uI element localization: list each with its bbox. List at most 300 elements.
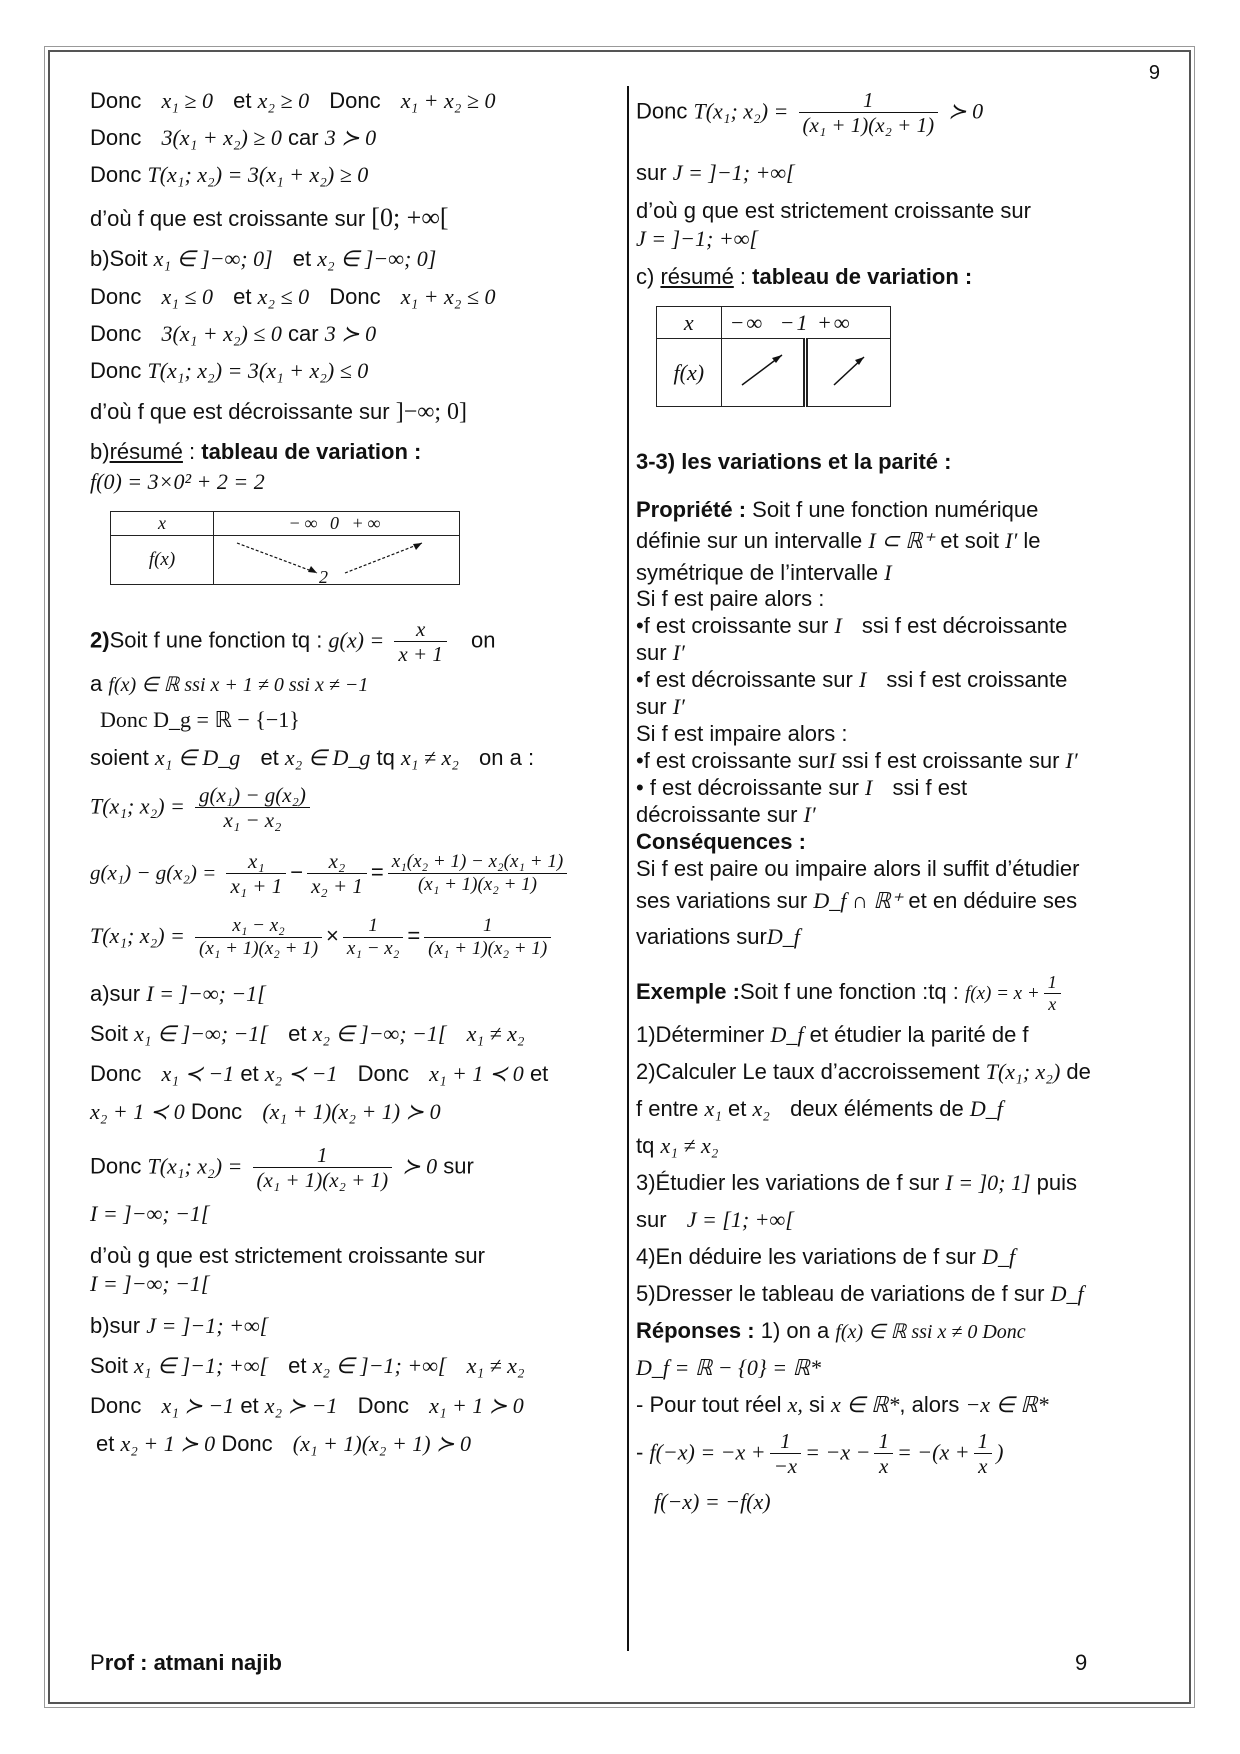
math: I′ (1005, 528, 1018, 553)
text: Donc (90, 1061, 142, 1086)
fraction (424, 915, 551, 960)
fraction (195, 783, 310, 832)
text: d’où f que est croissante sur (90, 206, 366, 231)
column-divider (627, 86, 629, 1651)
text: deux éléments de (790, 1096, 964, 1121)
table-value: +∞ (817, 309, 852, 335)
text: Donc (90, 284, 142, 309)
math: I′ (672, 640, 685, 665)
text: Soit (90, 1021, 128, 1046)
fraction (394, 617, 447, 666)
math: J = ]−1; +∞[ (146, 1313, 269, 1338)
text: ssi f est croissante (886, 667, 1068, 692)
line (636, 1392, 1176, 1429)
math: I = ]−∞; −1[ (90, 1271, 210, 1296)
math: f(−x) = −x + (649, 1439, 766, 1465)
text: soient (90, 745, 149, 770)
line (90, 162, 615, 199)
text: •f est décroissante sur (636, 667, 853, 692)
line (636, 226, 1176, 264)
line (90, 1431, 615, 1471)
math: x₂ ≺ −1 (264, 1061, 338, 1086)
line (90, 981, 615, 1021)
math: x₁ ≺ −1 (161, 1061, 235, 1086)
text: et (292, 246, 312, 271)
text: •f est croissante sur (636, 613, 829, 638)
fraction (253, 1143, 393, 1192)
math: x₁ ∈ ]−1; +∞[ (134, 1353, 268, 1378)
text: et (288, 1353, 307, 1378)
math: f(x) = x + (964, 983, 1040, 1004)
fraction (974, 1429, 993, 1478)
line (636, 528, 1176, 560)
text: d’où f que est décroissante sur (90, 399, 390, 424)
text: résumé (109, 439, 183, 464)
text: a (90, 671, 103, 696)
line (90, 125, 615, 162)
text: d’où g que est strictement croissante sur (636, 198, 1031, 223)
math: x₂ ≻ −1 (264, 1393, 338, 1418)
denominator: x₁ − x₂ (223, 808, 282, 833)
math: −x ∈ ℝ* (965, 1392, 1049, 1417)
math: x₁ ∈ ]−∞; 0] (153, 246, 273, 271)
text: Soit f une fonction :tq : (739, 979, 959, 1004)
math: Donc D_g = ℝ − {−1} (100, 707, 300, 732)
math: x₁ + 1 ≻ 0 (429, 1393, 524, 1418)
math: I (858, 667, 867, 692)
line (636, 667, 1176, 694)
math: x₂ ≥ 0 (257, 88, 310, 113)
math: f(0) = 3×0² + 2 = 2 (90, 469, 265, 494)
footer-page-number: 9 (1075, 1650, 1088, 1675)
heading: tableau de variation : (752, 264, 973, 289)
text: et (240, 1393, 259, 1418)
text: symétrique de l’intervalle (636, 560, 879, 585)
text: Donc (329, 284, 381, 309)
fraction (388, 851, 567, 896)
text: et (233, 88, 252, 113)
text: Donc (636, 98, 688, 124)
text: 1) on a (754, 1318, 830, 1343)
math: x₂ ∈ D_g (284, 745, 371, 770)
text: Donc (90, 88, 142, 113)
line (90, 671, 615, 707)
text: définie sur un intervalle (636, 528, 863, 553)
text: Donc (90, 321, 142, 346)
numerator: 1 (799, 88, 939, 113)
text: Réponses : (636, 1318, 755, 1343)
line (636, 924, 1176, 972)
numerator: x₁ − x₂ (195, 915, 322, 938)
math: 3(x₁ + x₂) ≤ 0 (161, 321, 282, 346)
text: Soit f une fonction tq : (109, 627, 323, 653)
numerator: 1 (1044, 972, 1061, 994)
line (90, 1393, 615, 1431)
line (90, 1201, 615, 1243)
arrow-up-icon (732, 345, 792, 395)
math: x₂ (752, 1096, 770, 1121)
denominator: (x₁ + 1)(x₂ + 1) (428, 937, 548, 959)
math: x₁ ≠ x₂ (466, 1353, 525, 1378)
line (90, 745, 615, 783)
line (90, 88, 615, 125)
text: 5)Dresser le tableau de variations de f sur (636, 1281, 1045, 1306)
denominator: (x₁ + 1)(x₂ + 1) (256, 1168, 389, 1193)
text: c) (636, 264, 661, 289)
text: Donc (357, 1393, 409, 1418)
math: T(x₁; x₂) = (90, 923, 185, 949)
fraction (770, 1429, 802, 1478)
text: tq (376, 745, 395, 770)
line (90, 1143, 615, 1201)
denominator: (x₁ + 1)(x₂ + 1) (199, 937, 319, 959)
math: x₂ ∈ ]−∞; −1[ (312, 1021, 447, 1046)
numerator: x (394, 617, 447, 642)
math: J = ]−1; +∞[ (672, 160, 795, 185)
math: x₁ + x₂ ≤ 0 (400, 284, 496, 309)
math: x₁ ∈ ]−∞; −1[ (134, 1021, 268, 1046)
text: Exemple : (636, 979, 740, 1004)
text: sur (636, 694, 667, 719)
text: et (260, 745, 279, 770)
math: g(x) = (328, 627, 385, 653)
math: ) (996, 1439, 1004, 1465)
line (636, 264, 1176, 294)
table-cell: f(x) (111, 536, 214, 585)
math: ]−∞; 0] (395, 399, 468, 425)
section-heading: 3-3) les variations et la parité : (636, 449, 952, 474)
line (636, 748, 1176, 775)
right-column (636, 88, 1176, 1526)
math: T(x₁; x₂) = (147, 1153, 243, 1179)
fraction (226, 849, 286, 898)
line (636, 1096, 1176, 1133)
math: f(x) ∈ ℝ ssi x ≠ 0 Donc (835, 1321, 1026, 1343)
math: T(x₁; x₂) = 3(x₁ + x₂) ≤ 0 (147, 358, 369, 383)
math: x₁ ≻ −1 (161, 1393, 235, 1418)
line (636, 1429, 1176, 1489)
text: et en déduire ses (908, 888, 1078, 913)
math: D_f (770, 1022, 804, 1047)
text: Donc (90, 162, 142, 187)
text: Donc (90, 358, 142, 383)
numerator: 1 (874, 1429, 893, 1454)
numerator: 1 (343, 915, 403, 938)
text: on (471, 627, 496, 653)
text: et (96, 1431, 115, 1456)
denominator: x (1048, 993, 1057, 1014)
math: I (865, 775, 873, 800)
math: x₁ ≠ x₂ (660, 1133, 719, 1158)
line (636, 560, 1176, 586)
numerator: 1 (974, 1429, 993, 1454)
numerator: x₂ (307, 849, 367, 874)
denominator: −x (773, 1454, 798, 1479)
table-cell: −∞ 0 +∞ (214, 512, 460, 536)
text: b)Soit (90, 246, 148, 271)
math: = −(x + (896, 1439, 970, 1465)
text: • f est décroissante sur (636, 775, 859, 800)
text: et étudier la parité de f (809, 1022, 1029, 1047)
denominator: x₂ + 1 (311, 874, 363, 899)
text: et (728, 1096, 747, 1121)
text: d’où g que est strictement croissante sur (90, 1243, 485, 1268)
math: x₂ ∈ ]−1; +∞[ (312, 1353, 447, 1378)
line: T(x₁; x₂) = $\frac{\text{x₁ − x₂}}{\text{(x₁ + 1)(x₂ + 1)}}$ × $\frac{1}{\text{x₁ − x₂}}$ = $\frac{1}{\text{(x₁ + 1)(x₂ + 1)}}$ (90, 915, 615, 981)
line: g(x₁) − g(x₂) = $\frac{\text{x₁}}{\text{x₁ + 1}}$ − $\frac{\text{x₂}}{\text{x₂ + 1}}$ = $\frac{\text{x₁(x₂ + 1) − x₂(x₁ + 1)}}{\text{(x₁ + 1)(x₂ + 1)}}$ (90, 849, 615, 915)
line (90, 395, 615, 439)
denominator: x (879, 1454, 889, 1479)
text: on a : (479, 745, 535, 770)
line: Si f est impaire alors : (636, 721, 848, 746)
table-value: −∞ (729, 309, 765, 335)
page-number-top: 9 (1148, 62, 1160, 84)
fraction (799, 88, 939, 137)
math: x₂ ∈ ]−∞; 0] (317, 246, 437, 271)
line (90, 321, 615, 358)
line (636, 802, 1176, 829)
text: tq (636, 1133, 655, 1158)
line (90, 246, 615, 284)
text: sur (636, 640, 667, 665)
text: b) (90, 439, 110, 464)
line (90, 1099, 615, 1143)
math: D_f (982, 1244, 1016, 1269)
math: x₁ ≠ x₂ (401, 745, 459, 770)
math: I (834, 613, 842, 638)
denominator: x (978, 1454, 988, 1479)
text: Donc (190, 1099, 243, 1124)
line (636, 1022, 1176, 1059)
text: et soit (940, 528, 999, 553)
text: Donc (329, 88, 381, 113)
heading: Conséquences : (636, 829, 806, 854)
fraction (874, 1429, 893, 1478)
table-cell (721, 307, 890, 339)
text: Donc (221, 1431, 273, 1456)
line (636, 1059, 1176, 1096)
heading: tableau de variation : (201, 439, 422, 464)
math: x₁ ≥ 0 (161, 88, 213, 113)
text: ssi f est (892, 775, 968, 800)
math: = −x − (805, 1439, 871, 1465)
text: Donc (90, 125, 142, 150)
math: I = ]−∞; −1[ (90, 1201, 210, 1226)
math: f(−x) = −f(x) (654, 1489, 771, 1514)
line (90, 439, 615, 469)
line (90, 358, 615, 395)
math: x₂ + 1 ≺ 0 (90, 1099, 185, 1124)
text: Donc (90, 1153, 142, 1179)
line (636, 1244, 1176, 1281)
text: Donc (90, 1393, 142, 1418)
line (636, 1133, 1176, 1170)
line (636, 613, 1176, 640)
math: x₁ (704, 1096, 722, 1121)
text: le (1023, 528, 1041, 553)
text: - (636, 1439, 644, 1465)
footer-author (90, 1650, 282, 1676)
math: T(x₁; x₂) = 3(x₁ + x₂) ≥ 0 (147, 162, 369, 187)
text: Soit f une fonction numérique (746, 497, 1039, 522)
fraction (195, 915, 322, 960)
math: J = [1; +∞[ (686, 1207, 794, 1232)
text: décroissante sur (636, 802, 798, 827)
text: variations sur (636, 924, 767, 949)
line (636, 88, 1176, 160)
numerator: x₁ (226, 849, 286, 874)
denominator: x₁ − x₂ (346, 937, 400, 959)
math: I = ]−∞; −1[ (146, 981, 266, 1006)
text: : (182, 439, 202, 464)
math: [0; +∞[ (371, 203, 449, 232)
text: 3)Étudier les variations de f sur (636, 1170, 940, 1195)
fraction (343, 915, 403, 960)
text: de (1066, 1059, 1091, 1084)
text: •f est croissante sur (636, 748, 829, 773)
math: 3 ≻ 0 (324, 321, 377, 346)
text: ses variations sur (636, 888, 808, 913)
line (90, 1243, 615, 1271)
line (636, 972, 1176, 1022)
table-cell-arrow (721, 339, 806, 407)
line (636, 1170, 1176, 1207)
text: si (809, 1392, 825, 1417)
math: I ⊂ ℝ⁺ (868, 528, 935, 553)
text: 2)Calculer Le taux d’accroissement (636, 1059, 980, 1084)
arrows-icon (217, 537, 457, 583)
denominator: (x₁ + 1)(x₂ + 1) (417, 874, 537, 896)
text: ssi f est décroissante (861, 613, 1068, 638)
table-value: 2 (319, 567, 328, 587)
line (636, 1489, 1176, 1526)
math: I′ (803, 802, 816, 827)
math: f(x) ∈ ℝ ssi x + 1 ≠ 0 ssi x ≠ −1 (108, 674, 369, 696)
math: x₁ ∈ D_g (154, 745, 241, 770)
text: 4)En déduire les variations de f sur (636, 1244, 976, 1269)
variation-table-2 (656, 306, 1176, 441)
line (636, 497, 1176, 528)
text: et (288, 1021, 307, 1046)
table-cell-arrow (806, 339, 891, 407)
line: Si f est paire ou impaire alors il suffit d’étudier (636, 856, 1080, 881)
line (636, 1318, 1176, 1355)
math: ≻ 0 (948, 98, 984, 124)
table-value: −1 (779, 309, 810, 335)
math: I′ (1065, 748, 1078, 773)
math: x ∈ ℝ* (831, 1392, 900, 1417)
math: D_f (969, 1096, 1003, 1121)
text: sur (443, 1153, 474, 1179)
line (636, 775, 1176, 802)
math: I (884, 560, 892, 585)
line (90, 1313, 615, 1353)
numerator: x₁(x₂ + 1) − x₂(x₁ + 1) (388, 851, 567, 874)
line (90, 469, 615, 509)
math: x₂ + 1 ≻ 0 (120, 1431, 216, 1456)
left-column (90, 88, 615, 1471)
text: car (288, 125, 319, 150)
line (636, 694, 1176, 721)
text: Donc (357, 1061, 409, 1086)
math: I = ]0; 1] (945, 1170, 1031, 1195)
text: sur (636, 1207, 667, 1232)
text: et (240, 1061, 259, 1086)
denominator: x₁ + 1 (230, 874, 283, 899)
line (636, 160, 1176, 198)
math: x, (787, 1392, 803, 1417)
text: car (288, 321, 319, 346)
math: x₁ + x₂ ≥ 0 (400, 88, 496, 113)
math: T(x₁; x₂) (985, 1059, 1061, 1084)
math: I′ (672, 694, 685, 719)
math: ≻ 0 (402, 1153, 438, 1179)
line (90, 1061, 615, 1099)
line (636, 1207, 1176, 1244)
table-cell: f(x) (657, 339, 722, 407)
math: D_f (766, 924, 800, 949)
math: x₁ + 1 ≺ 0 (429, 1061, 524, 1086)
line: Si f est paire alors : (636, 586, 825, 611)
text: ssi f est croissante sur (841, 748, 1060, 773)
math: x₁ ≤ 0 (161, 284, 213, 309)
text: 1)Déterminer (636, 1022, 765, 1047)
math: x₁ ≠ x₂ (466, 1021, 525, 1046)
line (90, 284, 615, 321)
line (636, 198, 1176, 226)
text: a)sur (90, 981, 141, 1006)
text: - Pour tout réel (636, 1392, 782, 1417)
table-cell-arrows (214, 536, 460, 585)
math: T(x₁; x₂) = (90, 793, 185, 819)
line (90, 707, 615, 745)
fraction (1044, 972, 1061, 1014)
line (90, 199, 615, 246)
text: rof : atmani najib (104, 1650, 282, 1675)
denominator: (x₁ + 1)(x₂ + 1) (802, 113, 935, 138)
table-cell: x (657, 307, 722, 339)
text: 2) (90, 627, 110, 653)
math: x₂ ≤ 0 (257, 284, 310, 309)
line (636, 1355, 1176, 1392)
math: D_f = ℝ − {0} = ℝ* (636, 1355, 821, 1380)
arrow-up-icon (824, 345, 874, 395)
math: 3 ≻ 0 (324, 125, 377, 150)
numerator: g(x₁) − g(x₂) (195, 783, 310, 808)
math: J = ]−1; +∞[ (636, 226, 758, 251)
text: : (733, 264, 753, 289)
numerator: 1 (770, 1429, 802, 1454)
text: et (233, 284, 252, 309)
fraction (307, 849, 367, 898)
denominator: x + 1 (398, 642, 443, 667)
line (90, 783, 615, 849)
variation-table-1 (110, 511, 615, 611)
text: sur (636, 160, 667, 185)
math: 3(x₁ + x₂) ≥ 0 (161, 125, 282, 150)
line (90, 611, 615, 671)
text: Propriété : (636, 497, 747, 522)
text: Soit (90, 1353, 128, 1378)
line (90, 1353, 615, 1393)
numerator: 1 (424, 915, 551, 938)
line (90, 1021, 615, 1061)
numerator: 1 (253, 1143, 393, 1168)
text: P (90, 1650, 105, 1675)
table-cell: x (111, 512, 214, 536)
line (636, 1281, 1176, 1318)
text: , alors (899, 1392, 960, 1417)
